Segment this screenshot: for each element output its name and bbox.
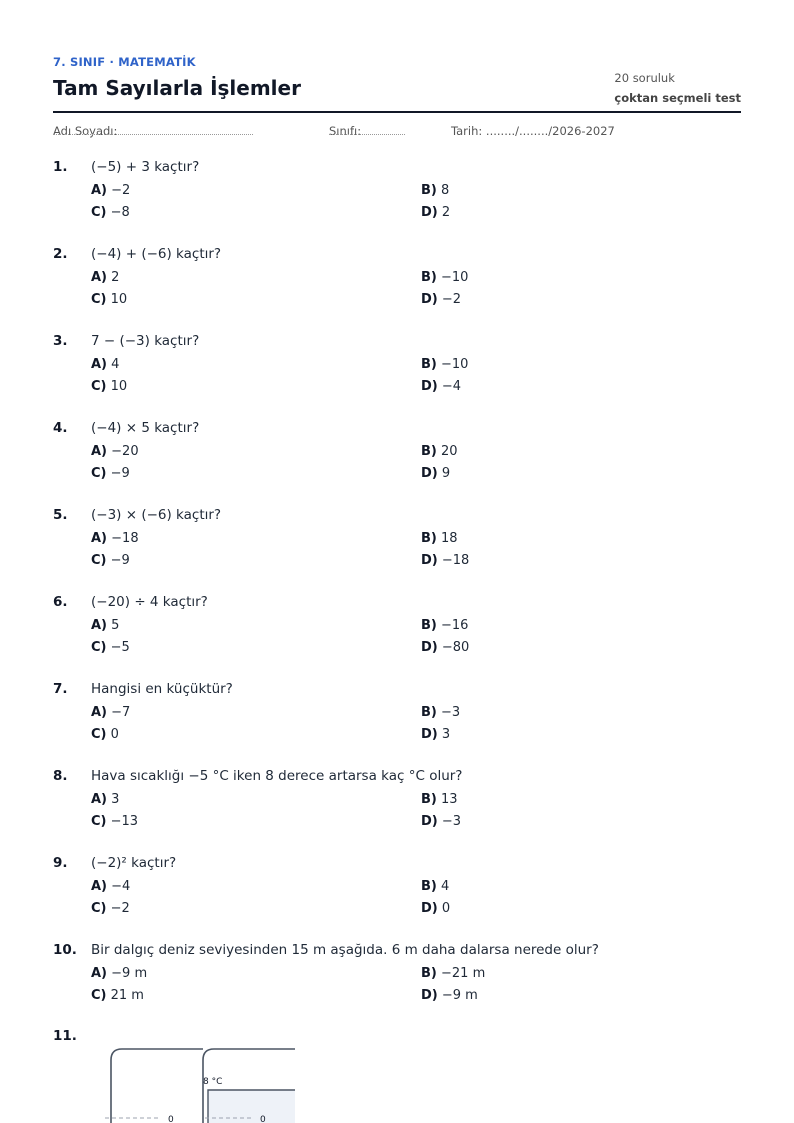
option-text: −4 — [441, 379, 462, 394]
option-text: −16 — [441, 618, 469, 633]
question-3 — [53, 333, 741, 413]
option-text: 5 — [111, 618, 120, 633]
option-text: −21 m — [441, 966, 486, 981]
question-number: 4. — [53, 420, 68, 436]
option-b[interactable] — [421, 879, 449, 894]
option-c[interactable] — [91, 727, 119, 742]
option-text: −5 — [110, 640, 130, 655]
question-stem: Bir dalgıç deniz seviyesinden 15 m aşağıda. 6 m daha dalarsa nerede olur? — [91, 942, 599, 958]
option-text: 10 — [110, 379, 128, 394]
option-text: −8 — [110, 205, 130, 220]
option-text: −13 — [110, 814, 139, 829]
option-letter: B) — [421, 531, 437, 546]
option-letter: A) — [91, 879, 108, 894]
option-letter: C) — [91, 292, 107, 307]
option-letter: A) — [91, 705, 108, 720]
thermometer-diagram — [53, 1040, 313, 1123]
option-a[interactable] — [91, 531, 139, 546]
option-text: 18 — [441, 531, 458, 546]
option-d[interactable] — [421, 205, 450, 220]
option-d[interactable] — [421, 466, 450, 481]
test-meta — [614, 71, 741, 105]
test-type: çoktan seçmeli test — [614, 91, 741, 105]
option-letter: B) — [421, 183, 437, 198]
question-number: 11. — [53, 1028, 77, 1044]
option-b[interactable] — [421, 357, 468, 372]
option-letter: A) — [91, 444, 108, 459]
option-letter: B) — [421, 966, 437, 981]
option-letter: B) — [421, 705, 437, 720]
question-5 — [53, 507, 741, 587]
question-number: 7. — [53, 681, 68, 697]
name-label: Adı Soyadı: — [53, 124, 118, 138]
class-fill-line[interactable] — [329, 124, 405, 135]
option-b[interactable] — [421, 966, 485, 981]
option-b[interactable] — [421, 618, 468, 633]
option-d[interactable] — [421, 814, 461, 829]
question-stem: Hangisi en küçüktür? — [91, 681, 233, 697]
option-c[interactable] — [91, 466, 130, 481]
option-letter: C) — [91, 901, 107, 916]
option-c[interactable] — [91, 205, 130, 220]
option-a[interactable] — [91, 705, 130, 720]
option-text: 0 — [441, 901, 451, 916]
option-text: −9 — [110, 553, 130, 568]
option-letter: A) — [91, 531, 108, 546]
option-a[interactable] — [91, 270, 119, 285]
question-2 — [53, 246, 741, 326]
option-text: −3 — [441, 814, 462, 829]
option-a[interactable] — [91, 792, 119, 807]
question-stem: 7 − (−3) kaçtır? — [91, 333, 200, 349]
question-number: 8. — [53, 768, 68, 784]
option-text: −9 m — [441, 988, 478, 1003]
option-letter: D) — [421, 466, 438, 481]
question-number: 2. — [53, 246, 68, 262]
option-b[interactable] — [421, 444, 458, 459]
question-8 — [53, 768, 741, 848]
question-number: 6. — [53, 594, 68, 610]
option-letter: D) — [421, 901, 438, 916]
zero-label-left: 0 — [168, 1115, 174, 1123]
grade-subject-kicker: 7. SINIF · MATEMATİK — [53, 55, 196, 69]
option-c[interactable] — [91, 988, 144, 1003]
option-text: 10 — [110, 292, 128, 307]
question-4 — [53, 420, 741, 500]
question-stem: (−5) + 3 kaçtır? — [91, 159, 200, 175]
question-6 — [53, 594, 741, 674]
option-text: −18 — [441, 553, 470, 568]
option-letter: A) — [91, 183, 108, 198]
option-letter: C) — [91, 988, 107, 1003]
option-b[interactable] — [421, 531, 458, 546]
option-text: −4 — [111, 879, 131, 894]
option-text: 2 — [441, 205, 451, 220]
option-a[interactable] — [91, 966, 147, 981]
question-number: 9. — [53, 855, 68, 871]
option-text: −2 — [110, 901, 130, 916]
question-stem: (−4) + (−6) kaçtır? — [91, 246, 222, 262]
option-text: 9 — [441, 466, 451, 481]
option-d[interactable] — [421, 379, 461, 394]
option-b[interactable] — [421, 792, 458, 807]
option-text: −10 — [441, 357, 469, 372]
class-label: Sınıfı: — [329, 124, 362, 138]
option-text: 21 m — [110, 988, 144, 1003]
option-letter: C) — [91, 727, 107, 742]
question-stem: (−3) × (−6) kaçtır? — [91, 507, 222, 523]
option-text: −2 — [111, 183, 131, 198]
option-d[interactable] — [421, 901, 450, 916]
option-a[interactable] — [91, 618, 119, 633]
option-letter: D) — [421, 727, 438, 742]
option-b[interactable] — [421, 705, 460, 720]
option-a[interactable] — [91, 183, 130, 198]
option-a[interactable] — [91, 444, 139, 459]
option-letter: C) — [91, 553, 107, 568]
option-text: 4 — [111, 357, 120, 372]
option-text: −7 — [111, 705, 131, 720]
option-d[interactable] — [421, 640, 469, 655]
option-text: 0 — [110, 727, 119, 742]
student-info-row — [53, 124, 741, 140]
option-letter: C) — [91, 466, 107, 481]
option-d[interactable] — [421, 988, 478, 1003]
question-stem: Hava sıcaklığı −5 °C iken 8 derece artarsa kaç °C olur? — [91, 768, 463, 784]
question-count: 20 soruluk — [614, 71, 675, 85]
option-d[interactable] — [421, 727, 450, 742]
question-stem: (−4) × 5 kaçtır? — [91, 420, 200, 436]
option-text: 3 — [441, 727, 451, 742]
question-1 — [53, 159, 741, 239]
left-thermometer-outline — [111, 1049, 203, 1123]
option-letter: B) — [421, 444, 437, 459]
option-c[interactable] — [91, 553, 130, 568]
option-text: −9 m — [111, 966, 148, 981]
option-a[interactable] — [91, 357, 119, 372]
page-title: Tam Sayılarla İşlemler — [53, 76, 301, 100]
question-number: 10. — [53, 942, 77, 958]
option-letter: B) — [421, 357, 437, 372]
name-fill-line[interactable] — [53, 124, 253, 135]
zero-label-right: 0 — [260, 1115, 266, 1123]
header-divider — [53, 111, 741, 113]
question-9 — [53, 855, 741, 935]
option-letter: D) — [421, 553, 438, 568]
option-text: −80 — [441, 640, 470, 655]
option-d[interactable] — [421, 553, 469, 568]
option-letter: A) — [91, 270, 108, 285]
option-b[interactable] — [421, 183, 449, 198]
option-letter: D) — [421, 292, 438, 307]
option-letter: C) — [91, 205, 107, 220]
option-letter: C) — [91, 640, 107, 655]
option-c[interactable] — [91, 901, 130, 916]
option-text: 2 — [111, 270, 120, 285]
temperature-label: 8 °C — [203, 1077, 223, 1087]
question-number: 5. — [53, 507, 68, 523]
option-letter: D) — [421, 205, 438, 220]
option-text: 3 — [111, 792, 120, 807]
option-letter: D) — [421, 640, 438, 655]
option-text: 4 — [441, 879, 450, 894]
option-letter: C) — [91, 814, 107, 829]
option-text: −3 — [441, 705, 461, 720]
option-letter: A) — [91, 618, 108, 633]
option-letter: A) — [91, 357, 108, 372]
option-letter: B) — [421, 792, 437, 807]
option-text: −18 — [111, 531, 139, 546]
option-text: 8 — [441, 183, 450, 198]
option-b[interactable] — [421, 270, 468, 285]
option-a[interactable] — [91, 879, 130, 894]
option-c[interactable] — [91, 640, 130, 655]
option-letter: A) — [91, 966, 108, 981]
option-letter: B) — [421, 270, 437, 285]
question-number: 1. — [53, 159, 68, 175]
option-text: −10 — [441, 270, 469, 285]
thermometer-figure — [53, 1040, 313, 1123]
option-c[interactable] — [91, 292, 127, 307]
option-letter: D) — [421, 988, 438, 1003]
option-text: −20 — [111, 444, 139, 459]
question-10 — [53, 942, 741, 1022]
question-stem: (−2)² kaçtır? — [91, 855, 177, 871]
option-letter: D) — [421, 379, 438, 394]
option-d[interactable] — [421, 292, 461, 307]
option-text: −9 — [110, 466, 130, 481]
date-field: Tarih: ......../......../2026-2027 — [451, 124, 615, 138]
option-letter: C) — [91, 379, 107, 394]
option-text: 13 — [441, 792, 458, 807]
option-letter: D) — [421, 814, 438, 829]
question-stem: (−20) ÷ 4 kaçtır? — [91, 594, 208, 610]
option-letter: A) — [91, 792, 108, 807]
option-letter: B) — [421, 618, 437, 633]
question-number: 3. — [53, 333, 68, 349]
option-c[interactable] — [91, 814, 138, 829]
question-7 — [53, 681, 741, 761]
option-c[interactable] — [91, 379, 127, 394]
option-text: 20 — [441, 444, 458, 459]
option-text: −2 — [441, 292, 462, 307]
option-letter: B) — [421, 879, 437, 894]
